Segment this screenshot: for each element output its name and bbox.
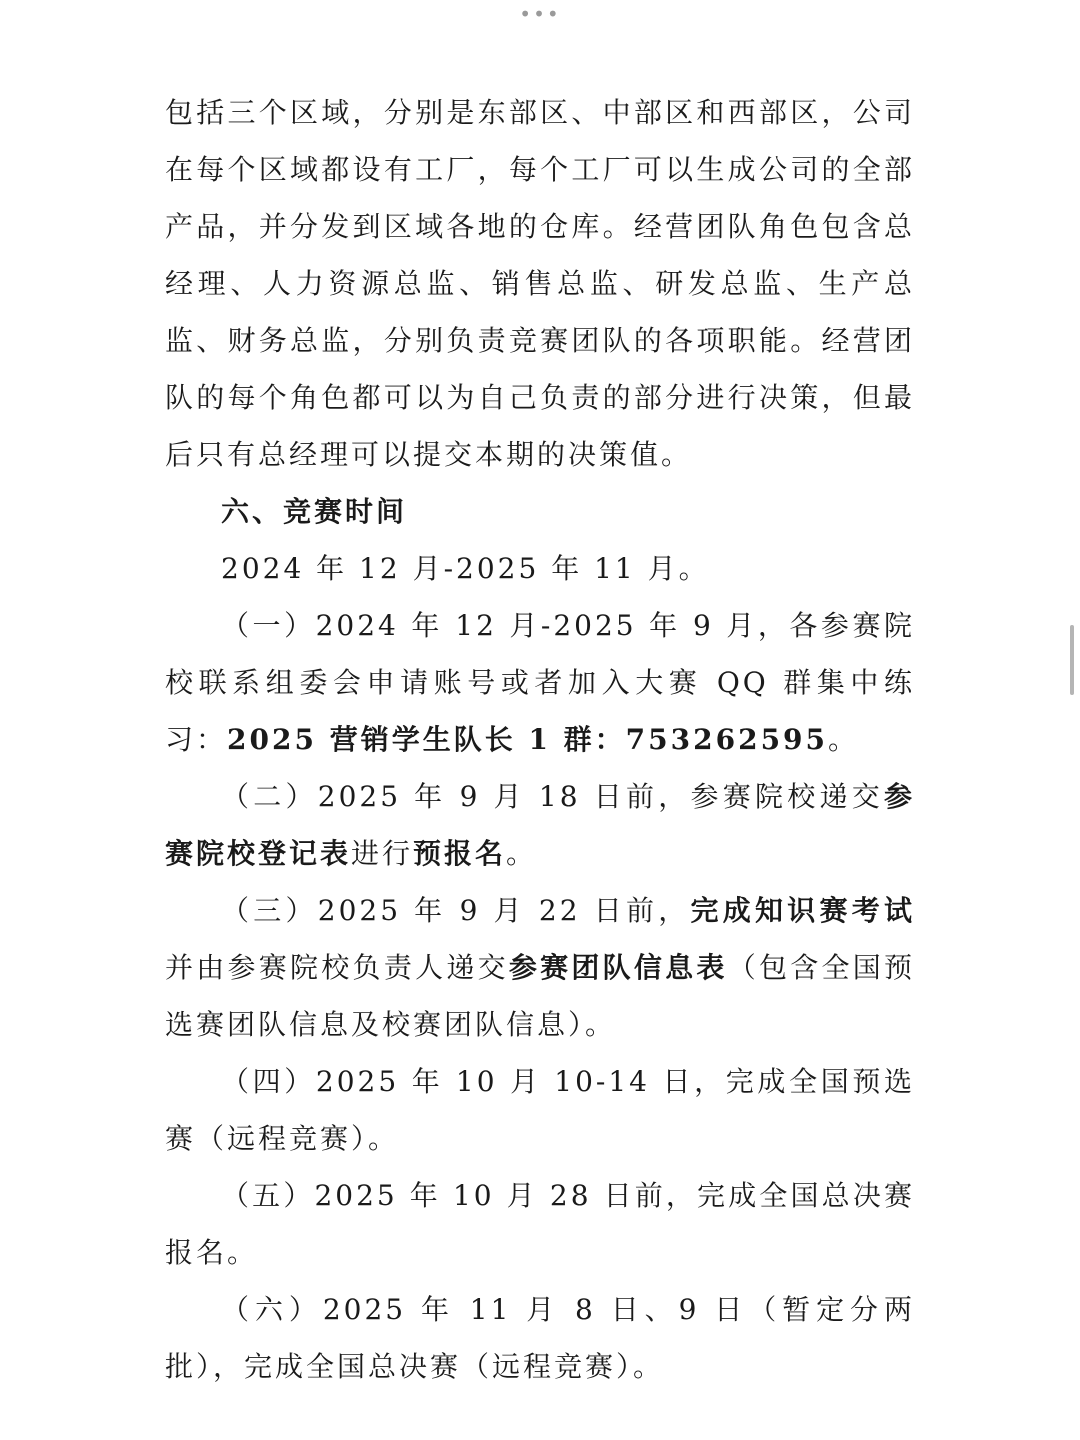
text-run: （一）2024 年 12 月-2025 年 9 月，各参赛院校联系组委会申请账号或者加入大赛 QQ 群集中练习： (165, 609, 915, 756)
text-run: 。 (506, 837, 538, 870)
text-run: 进行 (351, 837, 414, 870)
text-run: 。 (828, 723, 860, 756)
team-info-form: 参赛团队信息表 (508, 951, 728, 984)
registration-form-name: 参赛院校登记表 (165, 780, 915, 870)
text-run: 并由参赛院校负责人递交 (165, 951, 509, 984)
text-run: （五）2025 年 10 月 28 日前，完成全国总决赛报名。 (165, 1179, 915, 1269)
document-body (165, 84, 915, 1395)
time-range: 2024 年 12 月-2025 年 11 月。 (221, 552, 710, 585)
text-run: （三）2025 年 9 月 22 日前， (221, 894, 691, 927)
pre-registration: 预报名 (413, 837, 507, 870)
schedule-item-3 (165, 882, 915, 1053)
knowledge-exam: 完成知识赛考试 (690, 894, 915, 927)
scrollbar[interactable] (1070, 625, 1074, 695)
intro-paragraph: 包括三个区域，分别是东部区、中部区和西部区，公司在每个区域都设有工厂，每个工厂可以生成公司的全部产品，并分发到区域各地的仓库。经营团队角色包含总经理、人力资源总监、销售总监、研发总监、生产总监、财务总监，分别负责竞赛团队的各项职能。经营团队的每个角色都可以为自己负责的部分进行决策，但最后只有总经理可以提交本期的决策值。 (165, 96, 915, 471)
schedule-item-1 (165, 597, 915, 768)
qq-group-info: 2025 营销学生队长 1 群：753262595 (227, 723, 829, 756)
text-run: （包含全国预选赛团队信息及校赛团队信息）。 (165, 951, 915, 1041)
schedule-item-4 (165, 1053, 915, 1167)
text-run: （六）2025 年 11 月 8 日、9 日（暂定分两批），完成全国总决赛（远程竞赛）。 (165, 1293, 915, 1383)
section-heading: 六、竞赛时间 (221, 495, 408, 528)
text-run: （四）2025 年 10 月 10-14 日，完成全国预选赛（远程竞赛）。 (165, 1065, 915, 1155)
schedule-item-2 (165, 768, 915, 882)
more-options-icon[interactable]: ••• (519, 2, 561, 26)
text-run: （二）2025 年 9 月 18 日前，参赛院校递交 (221, 780, 884, 813)
schedule-item-6 (165, 1281, 915, 1395)
schedule-item-5 (165, 1167, 915, 1281)
